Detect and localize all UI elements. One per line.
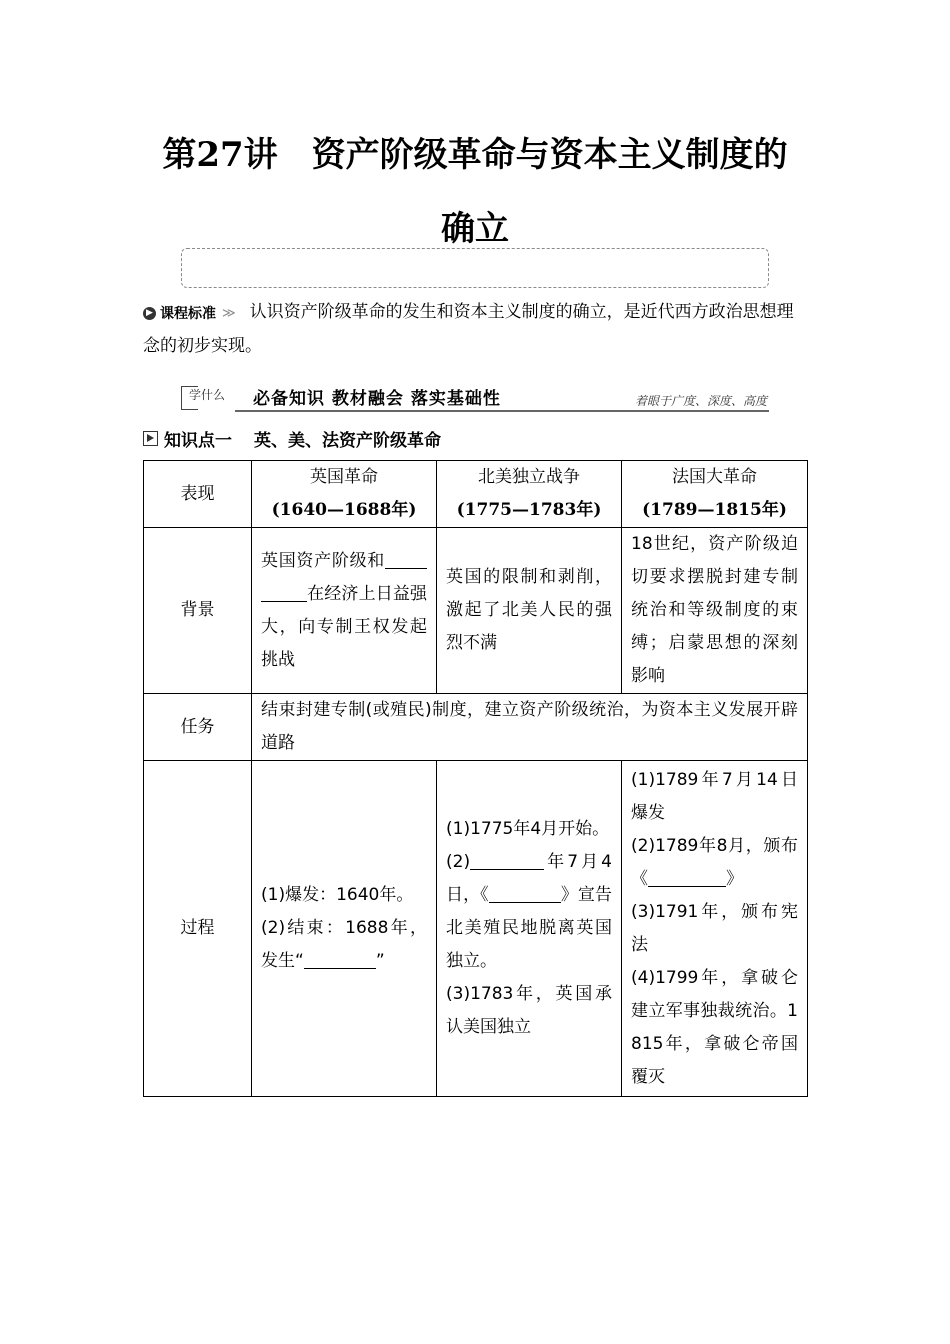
title-line-2: 确立 [441,209,509,249]
standard-tag-label: 课程标准 [160,305,216,322]
table-row-process [144,761,808,1097]
background-england: 英国资产阶级和在经济上日益强大，向专制王权发起挑战 [252,528,437,694]
double-chevron-icon: ≫ [222,305,236,321]
fill-blank [489,882,561,903]
header-america: 北美独立战争 (1775—1783年) [437,461,622,528]
fill-blank [648,866,726,887]
title-line-1: 第27讲 资产阶级革命与资本主义制度的 [162,135,788,175]
table-row-task [144,694,808,761]
dashed-note-box [181,248,769,288]
banner-title: 必备知识 教材融会 落实基础性 [253,389,501,409]
corner-cell: 表现 [144,461,252,528]
background-france: 18世纪，资产阶级迫切要求摆脱封建专制统治和等级制度的束缚；启蒙思想的深刻影响 [622,528,808,694]
revolutions-table [143,460,808,1097]
row-label-background: 背景 [144,528,252,694]
header-england: 英国革命 (1640—1688年) [252,461,437,528]
fill-blank [261,581,307,602]
task-text: 结束封建专制(或殖民)制度，建立资产阶级统治，为资本主义发展开辟道路 [252,694,808,761]
process-england: (1)爆发：1640年。 (2)结束：1688年，发生“ ” [252,761,437,1097]
fill-blank [385,548,427,569]
banner-logo [181,384,235,412]
knowledge-point-label: 知识点一 [164,431,232,451]
process-france: (1)1789年7月14日爆发 (2)1789年8月，颁布《 》 (3)1791年，颁布宪法 (4)1799年，拿破仑建立军事独裁统治。1815年，拿破仑帝国覆灭 [622,761,808,1097]
fill-blank [470,849,544,870]
play-circle-icon: ▶ [143,307,156,320]
header-france: 法国大革命 (1789—1815年) [622,461,808,528]
fill-blank [304,948,376,969]
background-america: 英国的限制和剥削，激起了北美人民的强烈不满 [437,528,622,694]
table-header-row [144,461,808,528]
lesson-title [145,118,805,266]
table-row-background [144,528,808,694]
knowledge-point-title: 英、美、法资产阶级革命 [254,431,441,451]
banner-underline [235,410,769,412]
row-label-process: 过程 [144,761,252,1097]
standard-tag [143,298,236,330]
knowledge-point-heading [143,426,441,451]
banner-logo-text: 学什么 [189,388,226,402]
standard-text: 认识资产阶级革命的发生和资本主义制度的确立，是近代西方政治思想理念的初步实现。 [143,302,794,356]
section-banner [181,384,769,412]
banner-subtitle: 着眼于广度、深度、高度 [634,394,767,408]
process-america: (1)1775年4月开始。 (2) 年7月4日，《 》宣告北美殖民地脱离英国独立。 (3)1783年，英国承认美国独立 [437,761,622,1097]
curriculum-standard [143,296,807,362]
row-label-task: 任务 [144,694,252,761]
play-square-icon [143,431,158,446]
